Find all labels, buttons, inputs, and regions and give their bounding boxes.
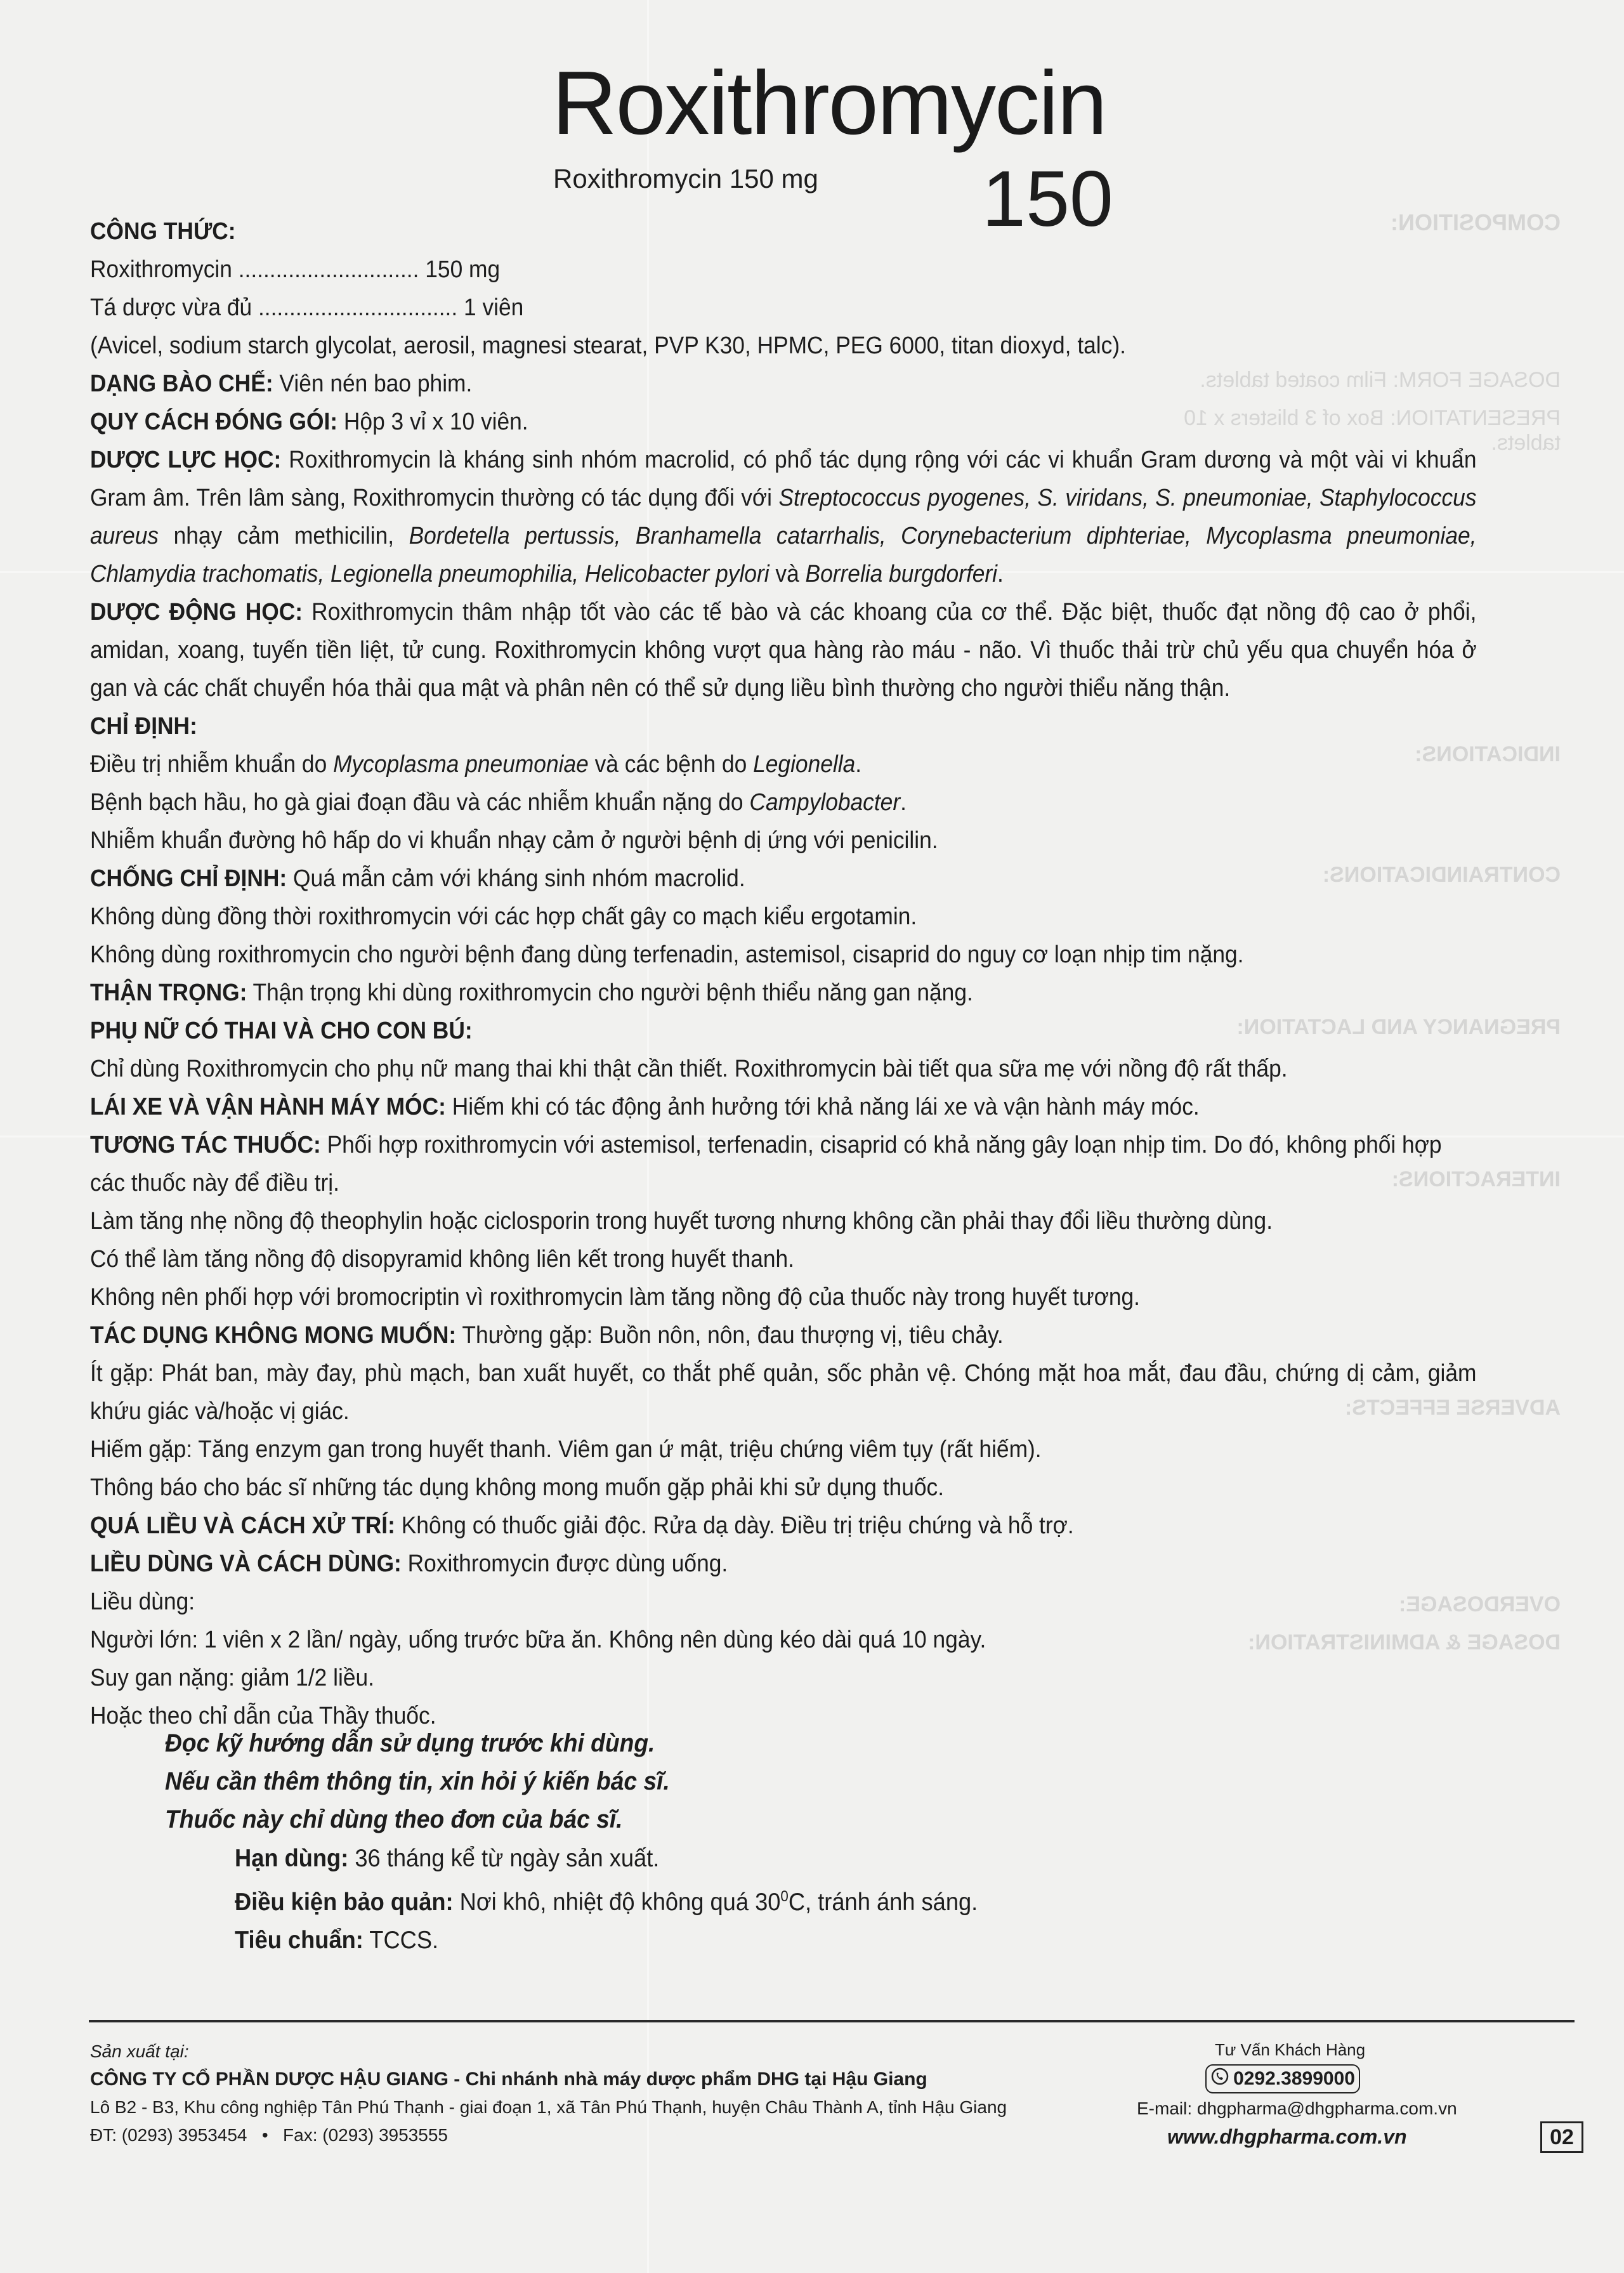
composition-active: Roxithromycin ............................. 150 mg	[90, 256, 501, 283]
section-text: Hộp 3 vỉ x 10 viên.	[337, 409, 528, 435]
section-heading: DẠNG BÀO CHẾ:	[90, 370, 273, 397]
contraindication-item: Không dùng đồng thời roxithromycin với các hợp chất gây co mạch kiểu ergotamin.	[90, 903, 917, 930]
section-heading: TƯƠNG TÁC THUỐC:	[90, 1132, 321, 1158]
adverse-item: Thông báo cho bác sĩ những tác dụng không mong muốn gặp phải khi sử dụng thuốc.	[90, 1474, 945, 1501]
interaction-item: Có thể làm tăng nồng độ disopyramid không liên kết trong huyết thanh.	[90, 1246, 795, 1273]
bleed-line: DOSAGE FORM: Film coated tablets.	[1200, 368, 1561, 392]
interaction-item: Không nên phối hợp với bromocriptin vì roxithromycin làm tăng nồng độ của thuốc này trong huyết tương.	[90, 1284, 1140, 1311]
section-heading: DƯỢC ĐỘNG HỌC:	[90, 599, 303, 626]
section-text: Thường gặp: Buồn nôn, nôn, đau thượng vị, tiêu chảy.	[456, 1322, 1004, 1349]
section-heading: LÁI XE VÀ VẬN HÀNH MÁY MÓC:	[90, 1094, 446, 1120]
footer-divider	[89, 2020, 1575, 2022]
section-text: nhạy cảm methicilin,	[159, 523, 409, 549]
contraindication-item: Không dùng roxithromycin cho người bệnh đang dùng terfenadin, astemisol, cisaprid do nguy cơ loạn nhịp tim nặng.	[90, 941, 1244, 968]
dosage-item: Liều dùng:	[90, 1588, 195, 1615]
advice-line: Thuốc này chỉ dùng theo đơn của bác sĩ.	[165, 1805, 623, 1833]
storage-block	[235, 1840, 978, 1960]
product-title: Roxithromycin	[552, 53, 1106, 154]
made-by-label: Sản xuất tại:	[90, 2041, 189, 2061]
bullet: •	[261, 2125, 268, 2145]
overdose	[90, 1507, 1477, 1545]
email: E-mail: dhgpharma@dhgpharma.com.vn	[1137, 2099, 1457, 2118]
indication-item	[90, 783, 1477, 822]
section-text: Quá mẫn cảm với kháng sinh nhóm macrolid.	[287, 865, 745, 892]
composition-excipient: Tá dược vừa đủ ................................ 1 viên	[90, 294, 524, 321]
text-run: Bệnh bạch hầu, ho gà giai đoạn đầu và các nhiễm khuẩn nặng do	[90, 789, 750, 816]
indication-item: Nhiễm khuẩn đường hô hấp do vi khuẩn nhạy cảm ở người bệnh dị ứng với penicilin.	[90, 827, 938, 854]
adverse-effects	[90, 1316, 1477, 1354]
company-address: Lô B2 - B3, Khu công nghiệp Tân Phú Thạnh - giai đoạn 1, xã Tân Phú Thạnh, huyện Châu Thành A, tỉnh Hậu Giang	[90, 2097, 1007, 2117]
text-run: .	[855, 751, 862, 778]
text-run: và các bệnh do	[588, 751, 754, 778]
storage-conditions	[235, 1878, 978, 1922]
advice-block	[165, 1724, 670, 1838]
shelf-life	[235, 1840, 978, 1878]
bleed-line: COMPOSITION:	[1391, 209, 1561, 235]
species-name: Legionella	[753, 751, 856, 778]
product-strength: 150	[982, 155, 1113, 243]
text-run: .	[900, 789, 907, 816]
company-name: CÔNG TY CỔ PHẦN DƯỢC HẬU GIANG - Chi nhánh nhà máy dược phẩm DHG tại Hậu Giang	[90, 2069, 927, 2090]
section-text: .	[997, 561, 1004, 587]
bleed-line: INTERACTIONS:	[1391, 1167, 1561, 1191]
pregnancy-text: Chỉ dùng Roxithromycin cho phụ nữ mang thai khi thật cần thiết. Roxithromycin bài tiết qua sữa mẹ với nồng độ rất thấp.	[90, 1056, 1288, 1082]
species-name: Campylobacter	[749, 789, 901, 816]
value: 36 tháng kể từ ngày sản xuất.	[348, 1845, 660, 1872]
consult-label: Tư Vấn Khách Hàng	[1215, 2040, 1366, 2059]
text-run: Điều trị nhiễm khuẩn do	[90, 751, 334, 778]
dosage-item: Hoặc theo chỉ dẫn của Thầy thuốc.	[90, 1703, 436, 1729]
degree-sup: 0	[780, 1888, 789, 1905]
bleed-line: PREGNANCY AND LACTATION:	[1236, 1015, 1561, 1039]
bleed-line: ADVERSE EFFECTS:	[1344, 1396, 1561, 1420]
label: Điều kiện bảo quản:	[235, 1889, 454, 1916]
species-name: Bordetella pertussis, Branhamella catarrhalis, Corynebacterium diphteriae, Mycoplasma pneumoniae, Chlamydia trachomatis, Legionella pneumophilia, Helicobacter pylori	[90, 523, 1477, 587]
bleed-line: DOSAGE & ADMINISTRATION:	[1248, 1630, 1561, 1654]
manufacturer-info	[90, 2038, 1007, 2149]
pharmacokinetics	[90, 593, 1477, 707]
species-name: Borrelia burgdorferi	[805, 561, 998, 587]
composition-excipient-list: (Avicel, sodium starch glycolat, aerosil, magnesi stearat, PVP K30, HPMC, PEG 6000, titan dioxyd, talc).	[90, 332, 1126, 359]
bleed-line: OVERDOSAGE:	[1398, 1592, 1561, 1616]
label: Tiêu chuẩn:	[235, 1927, 363, 1954]
dosage-item: Suy gan nặng: giảm 1/2 liều.	[90, 1665, 374, 1691]
section-heading: CHỐNG CHỈ ĐỊNH:	[90, 865, 287, 892]
specification	[235, 1922, 978, 1960]
section-text: Roxithromycin là kháng sinh nhóm macrolid, có phổ tác dụng rộng với các vi khuẩn Gram dương và một vài vi khuẩn Gram âm. Trên lâm sàng, Roxithromycin thường có tác dụng đối với	[90, 447, 1477, 511]
adverse-item: Ít gặp: Phát ban, mày đay, phù mạch, ban xuất huyết, co thắt phế quản, sốc phản vệ. Chóng mặt hoa mắt, đau đầu, chứng dị cảm, giảm khứu giác và/hoặc vị giác.	[90, 1360, 1477, 1425]
section-heading: LIỀU DÙNG VÀ CÁCH DÙNG:	[90, 1550, 402, 1577]
section-text: Phối hợp roxithromycin với astemisol, terfenadin, cisaprid có khả năng gây loạn nhịp tim. Do đó, không phối hợp các thuốc này để điều trị.	[90, 1132, 1442, 1196]
interaction-item: Làm tăng nhẹ nồng độ theophylin hoặc ciclosporin trong huyết tương nhưng không cần phải thay đổi liều thường dùng.	[90, 1208, 1273, 1235]
dosage	[90, 1545, 1477, 1583]
driving	[90, 1088, 1477, 1126]
phone: ĐT: (0293) 3953454	[90, 2125, 247, 2145]
section-heading: QUÁ LIỀU VÀ CÁCH XỬ TRÍ:	[90, 1512, 395, 1539]
value: TCCS.	[363, 1927, 439, 1954]
website: www.dhgpharma.com.vn	[1167, 2125, 1407, 2148]
section-text: Không có thuốc giải độc. Rửa dạ dày. Điều trị triệu chứng và hỗ trợ.	[395, 1512, 1074, 1539]
label: Hạn dùng:	[235, 1845, 349, 1872]
page-number: 02	[1540, 2121, 1583, 2153]
indications-heading: CHỈ ĐỊNH:	[90, 713, 197, 740]
bleed-line: INDICATIONS:	[1415, 742, 1561, 766]
composition-heading: CÔNG THỨC:	[90, 218, 236, 245]
bleed-line: CONTRAINDICATIONS:	[1322, 863, 1561, 887]
section-text: Roxithromycin được dùng uống.	[401, 1550, 728, 1577]
company-contacts	[90, 2121, 1007, 2149]
product-subtitle: Roxithromycin 150 mg	[553, 164, 818, 193]
section-text: Hiếm khi có tác động ảnh hưởng tới khả năng lái xe và vận hành máy móc.	[445, 1094, 1200, 1120]
value: C, tránh ánh sáng.	[788, 1889, 978, 1916]
section-heading: DƯỢC LỰC HỌC:	[90, 447, 282, 473]
value: Nơi khô, nhiệt độ không quá 30	[453, 1889, 781, 1916]
hotline-number: 0292.3899000	[1233, 2068, 1355, 2089]
section-text: Viên nén bao phim.	[273, 370, 473, 397]
hotline-badge	[1205, 2064, 1360, 2093]
section-text: Thận trọng khi dùng roxithromycin cho người bệnh thiểu năng gan nặng.	[247, 979, 973, 1006]
species-name: Mycoplasma pneumoniae	[333, 751, 589, 778]
species-name: Streptococcus pyogenes, S. viridans, S. pneumoniae, Staphylococcus aureus	[90, 485, 1477, 549]
dosage-form	[90, 365, 1477, 403]
interactions	[90, 1126, 1477, 1202]
bleed-line: PRESENTATION: Box of 3 blisters x 10 tablets.	[1184, 406, 1561, 455]
phone-icon	[1210, 2067, 1229, 2091]
advice-line: Đọc kỹ hướng dẫn sử dụng trước khi dùng.	[165, 1729, 655, 1757]
packaging	[90, 403, 1477, 441]
section-text: và	[769, 561, 806, 587]
contraindications	[90, 860, 1477, 898]
pharmacodynamics	[90, 441, 1477, 593]
leaflet-body	[90, 213, 1477, 1735]
dosage-item: Người lớn: 1 viên x 2 lần/ ngày, uống trước bữa ăn. Không nên dùng kéo dài quá 10 ngày.	[90, 1627, 986, 1653]
pregnancy-heading: PHỤ NỮ CÓ THAI VÀ CHO CON BÚ:	[90, 1018, 473, 1044]
section-heading: QUY CÁCH ĐÓNG GÓI:	[90, 409, 338, 435]
section-heading: THẬN TRỌNG:	[90, 979, 247, 1006]
precautions	[90, 974, 1477, 1012]
section-heading: TÁC DỤNG KHÔNG MONG MUỐN:	[90, 1322, 457, 1349]
section-text: Roxithromycin thâm nhập tốt vào các tế bào và các khoang của cơ thể. Đặc biệt, thuốc đạt nồng độ cao ở phổi, amidan, xoang, tuyến tiền liệt, tử cung. Roxithromycin không vượt qua hàng rào máu - não. Vì thuốc thải trừ chủ yếu qua chuyển hóa ở gan và các chất chuyển hóa thải qua mật và phân nên có thể sử dụng liều bình thường cho người thiểu năng thận.	[90, 599, 1477, 702]
advice-line: Nếu cần thêm thông tin, xin hỏi ý kiến bác sĩ.	[165, 1767, 670, 1795]
indication-item	[90, 745, 1477, 783]
fax: Fax: (0293) 3953555	[283, 2125, 448, 2145]
adverse-item: Hiếm gặp: Tăng enzym gan trong huyết thanh. Viêm gan ứ mật, triệu chứng viêm tụy (rất hiếm).	[90, 1436, 1042, 1463]
